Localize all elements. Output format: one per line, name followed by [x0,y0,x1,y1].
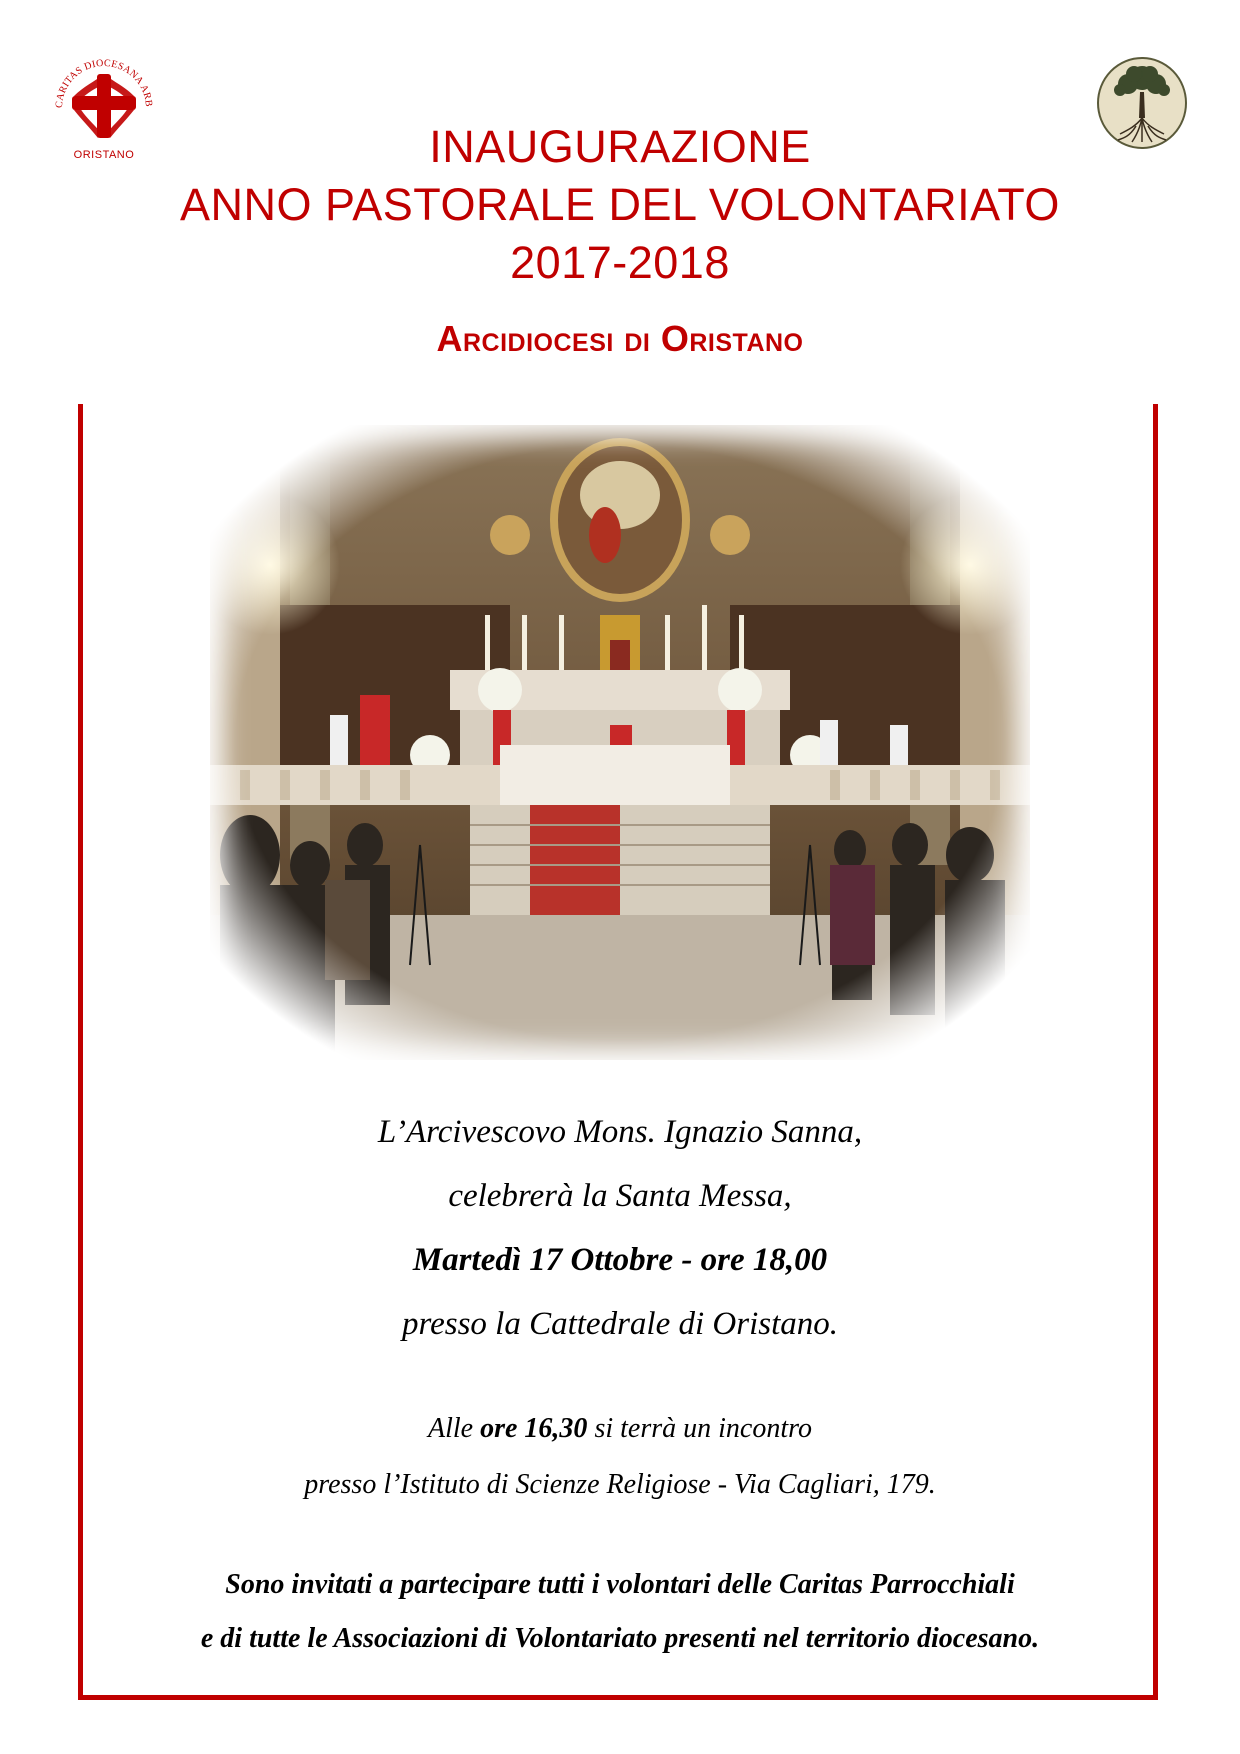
title-line-2: ANNO PASTORALE DEL VOLONTARIATO [180,179,1060,230]
invitation-line-1: Sono invitati a partecipare tutti i volontari delle Caritas Parrocchiali [225,1569,1015,1600]
cathedral-altar-photo-icon [210,425,1030,1060]
announcement-line-2: celebrerà la Santa Messa, [448,1178,792,1214]
title-line-1: INAUGURAZIONE [429,121,811,172]
meeting-time: ore 16,30 [480,1413,588,1444]
announcement-line-1: L’Arcivescovo Mons. Ignazio Sanna, [377,1114,863,1150]
meeting-line-1 [80,1412,1160,1446]
announcement-date: Martedì 17 Ottobre - ore 18,00 [412,1242,828,1278]
cathedral-photo [210,425,1030,1060]
caritas-city: ORISTANO [73,149,135,161]
caritas-ring-text: CARITAS DIOCESANA ARB [53,57,155,109]
meeting-place: presso l’Istituto di Scienze Religiose - Via Cagliari, 179. [304,1469,936,1500]
announcement-place: presso la Cattedrale di Oristano. [401,1306,839,1342]
meeting-prefix: Alle [428,1413,481,1444]
meeting-suffix: si terrà un incontro [587,1413,812,1444]
header-title [0,118,1240,292]
subtitle: Arcidiocesi di Oristano [436,318,804,359]
invitation-line-2: e di tutte le Associazioni di Volontariato presenti nel territorio diocesano. [200,1623,1040,1654]
title-line-3: 2017-2018 [510,237,730,288]
